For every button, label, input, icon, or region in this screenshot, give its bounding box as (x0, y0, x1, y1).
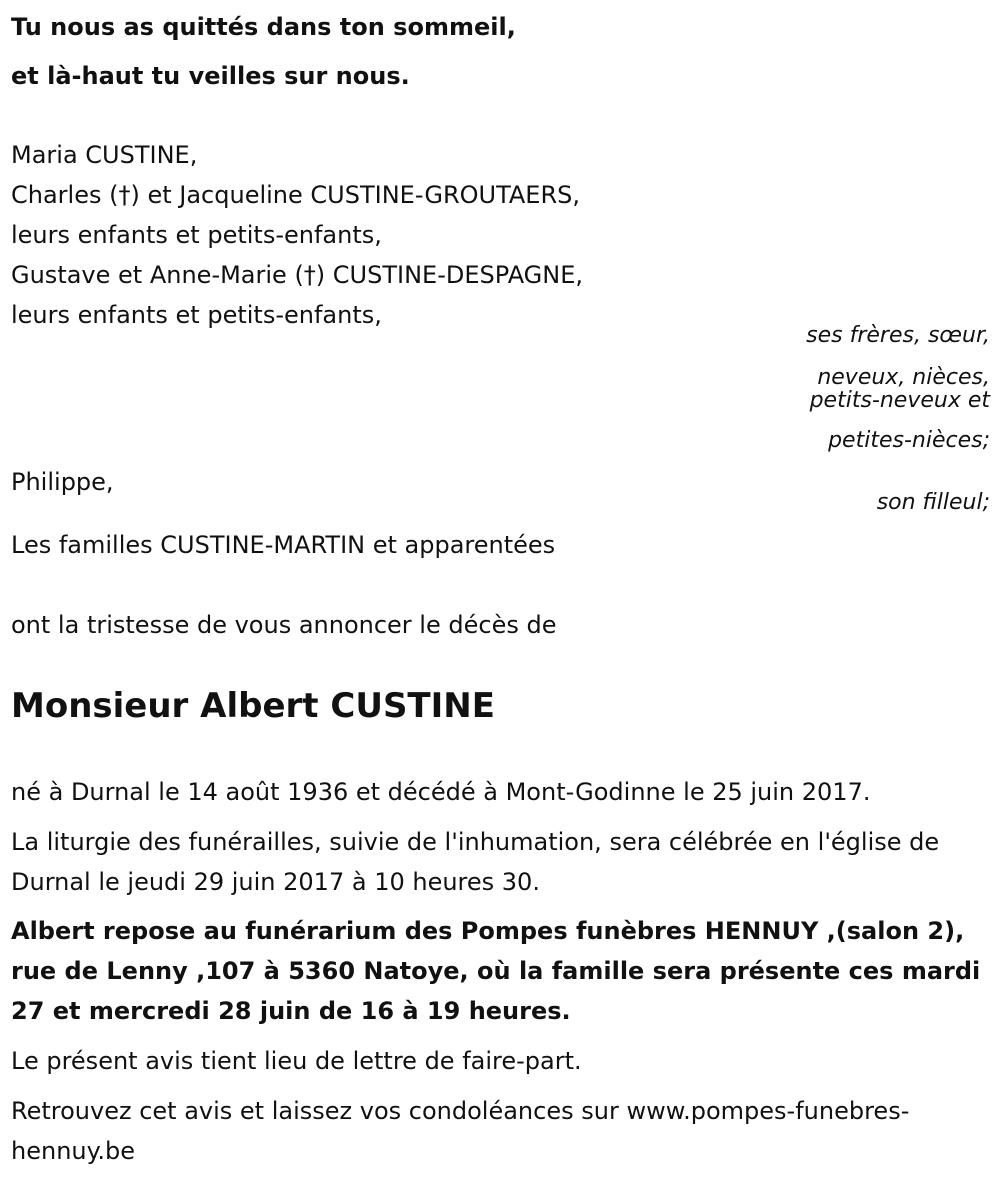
notice-line: Le présent avis tient lieu de lettre de faire-part. (11, 1047, 582, 1075)
family-line-2: Charles (†) et Jacqueline CUSTINE-GROUTAERS, (11, 181, 581, 209)
relation-nephews: neveux, nièces, (817, 365, 990, 390)
poem-line-2: et là-haut tu veilles sur nous. (11, 62, 410, 90)
funeral-home-paragraph: Albert repose au funérarium des Pompes funèbres HENNUY ,(salon 2), rue de Lenny ,107 à 5360 Natoye, où la famille sera présente ces mardi 27 et mercredi 28 juin de 16 à 19 heures. (11, 917, 981, 1025)
family-line-5: leurs enfants et petits-enfants, (11, 301, 382, 329)
deceased-name: Monsieur Albert CUSTINE (11, 686, 495, 726)
families-line: Les familles CUSTINE-MARTIN et apparentées (11, 531, 556, 559)
godson-name: Philippe, (11, 468, 114, 496)
family-line-4: Gustave et Anne-Marie (†) CUSTINE-DESPAGNE, (11, 261, 584, 289)
birth-death-line: né à Durnal le 14 août 1936 et décédé à Mont-Godinne le 25 juin 2017. (11, 778, 871, 806)
relation-grandnieces: petites-nièces; (828, 428, 990, 453)
family-line-1: Maria CUSTINE, (11, 141, 198, 169)
relation-siblings: ses frères, sœur, (806, 323, 990, 348)
poem-line-1: Tu nous as quittés dans ton sommeil, (11, 13, 516, 41)
godson-relation: son filleul; (876, 490, 990, 515)
relation-grandnephews: petits-neveux et (809, 388, 990, 413)
family-line-3: leurs enfants et petits-enfants, (11, 221, 382, 249)
condolences-paragraph: Retrouvez cet avis et laissez vos condoléances sur www.pompes-funebres-hennuy.be (11, 1097, 910, 1165)
liturgy-paragraph: La liturgie des funérailles, suivie de l'inhumation, sera célébrée en l'église de Durnal le jeudi 29 juin 2017 à 10 heures 30. (11, 828, 940, 896)
announcement-line: ont la tristesse de vous annoncer le décès de (11, 611, 557, 639)
